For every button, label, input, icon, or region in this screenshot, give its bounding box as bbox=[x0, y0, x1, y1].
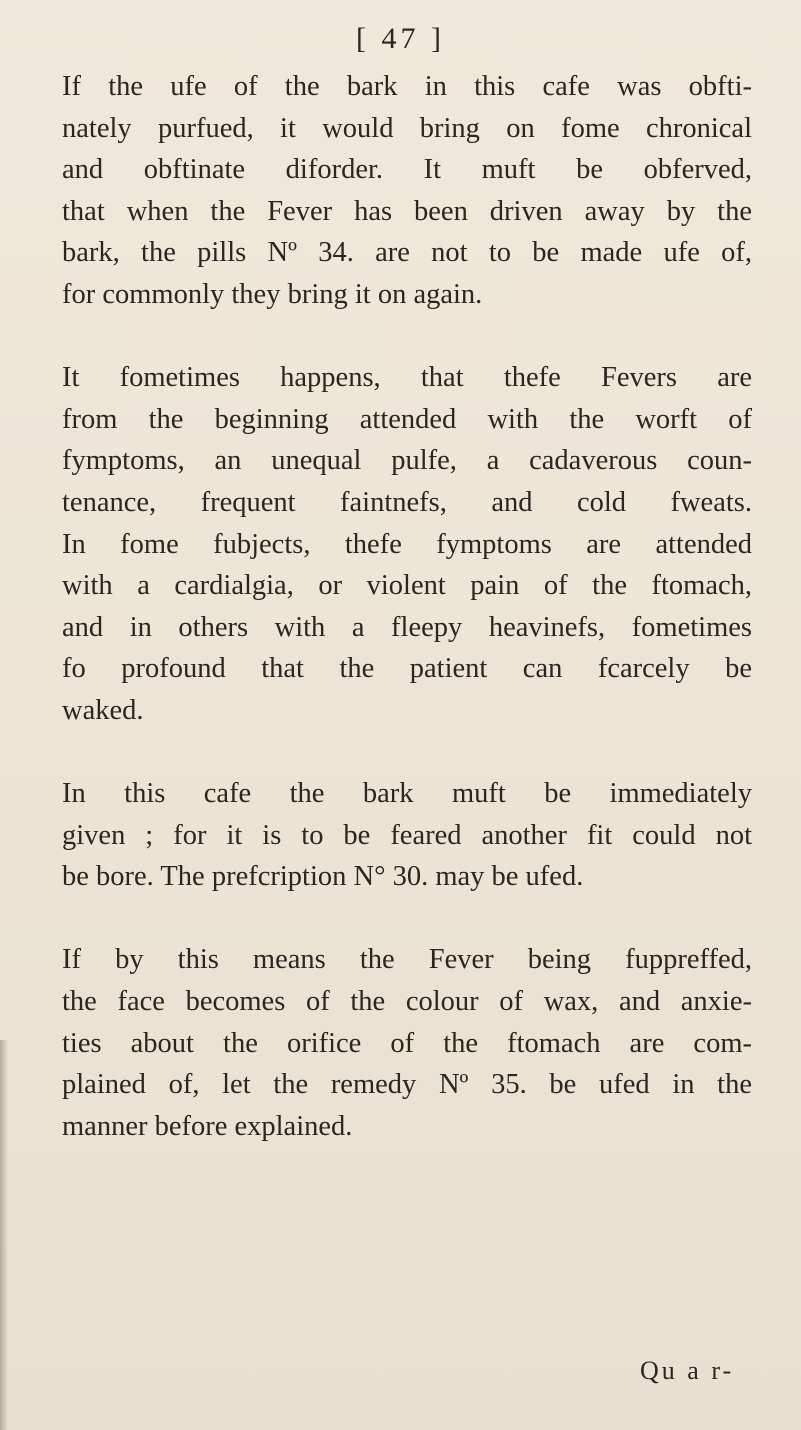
text-line: with a cardialgia, or violent pain of the ftomach, bbox=[62, 570, 752, 602]
paragraph-4 bbox=[62, 939, 752, 1147]
page-edge-shadow bbox=[0, 1040, 8, 1430]
text-line: waked. bbox=[62, 694, 144, 726]
text-line: and in others with a fleepy heavinefs, fometimes bbox=[62, 611, 752, 643]
paragraph-3 bbox=[62, 773, 752, 898]
body-text bbox=[62, 66, 752, 1189]
text-line: for commonly they bring it on again. bbox=[62, 278, 483, 310]
text-line: plained of, let the remedy Nº 35. be ufed in the bbox=[62, 1069, 752, 1101]
text-line: given ; for it is to be feared another fit could not bbox=[62, 819, 752, 851]
paragraph-2 bbox=[62, 357, 752, 731]
text-line: the face becomes of the colour of wax, and anxie- bbox=[62, 986, 752, 1018]
text-line: If by this means the Fever being fuppreffed, bbox=[62, 944, 752, 976]
text-line: fo profound that the patient can fcarcely be bbox=[62, 653, 752, 685]
text-line: from the beginning attended with the worft of bbox=[62, 403, 752, 435]
text-line: be bore. The prefcription N° 30. may be ufed. bbox=[62, 861, 584, 893]
text-line: In fome fubjects, thefe fymptoms are attended bbox=[62, 528, 752, 560]
text-line: If the ufe of the bark in this cafe was obfti- bbox=[62, 71, 752, 102]
text-line: ties about the orifice of the ftomach are com- bbox=[62, 1027, 752, 1059]
text-line: fymptoms, an unequal pulfe, a cadaverous coun- bbox=[62, 445, 752, 477]
paragraph-1 bbox=[62, 66, 752, 316]
text-line: nately purfued, it would bring on fome chronical bbox=[62, 112, 752, 144]
page-number: [ 47 ] bbox=[356, 22, 445, 55]
text-line: bark, the pills Nº 34. are not to be made ufe of, bbox=[62, 237, 752, 269]
text-line: and obftinate diforder. It muft be obferved, bbox=[62, 154, 752, 186]
text-line: In this cafe the bark muft be immediately bbox=[62, 778, 752, 810]
text-line: that when the Fever has been driven away by the bbox=[62, 195, 752, 227]
text-line: It fometimes happens, that thefe Fevers are bbox=[62, 362, 752, 394]
text-line: manner before explained. bbox=[62, 1110, 353, 1142]
text-line: tenance, frequent faintnefs, and cold fweats. bbox=[62, 486, 752, 518]
catchword: Qu a r- bbox=[640, 1356, 735, 1385]
